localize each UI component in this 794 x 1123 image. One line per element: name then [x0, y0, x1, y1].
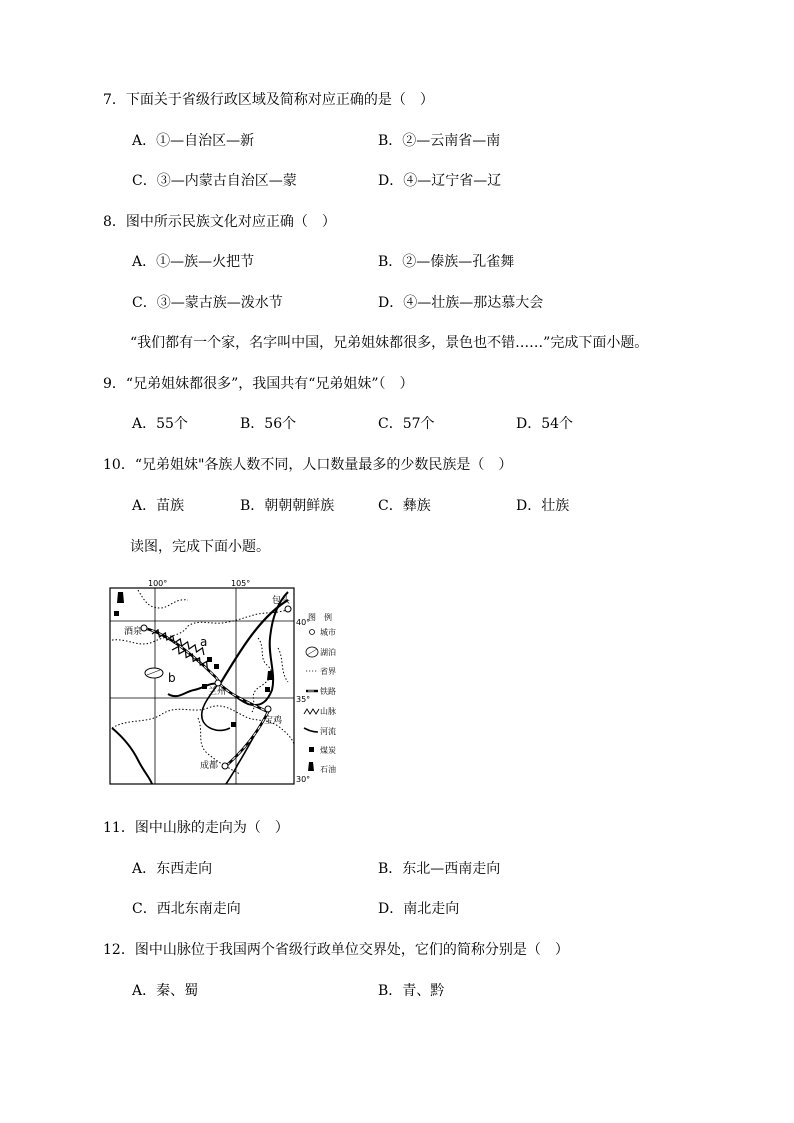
- legend-title: 图 例: [308, 613, 332, 622]
- question-8-option-a[interactable]: A．①—族—火把节: [132, 254, 255, 270]
- city-label-lanzhou: 兰州: [208, 687, 227, 697]
- city-icon: [215, 680, 221, 686]
- coal-icon: [214, 664, 219, 669]
- question-12-stem: 12．图中山脉位于我国两个省级行政单位交界处，它们的简称分别是（ ）: [103, 942, 569, 958]
- region-label-b: b: [168, 671, 176, 685]
- legend-label-lake: 湖泊: [320, 648, 336, 657]
- legend-label-mountain: 山脉: [320, 707, 336, 716]
- question-7-option-d[interactable]: D．④—辽宁省—辽: [378, 173, 502, 189]
- question-12-option-a[interactable]: A．秦、蜀: [132, 983, 199, 999]
- coal-icon: [265, 687, 270, 692]
- city-label-chengdu: 成都: [200, 761, 219, 771]
- question-9-stem: 9．“兄弟姐妹都很多”，我国共有“兄弟姐妹”（ ）: [103, 376, 414, 392]
- question-11-option-d[interactable]: D．南北走向: [378, 901, 460, 917]
- latitude-label-35: 35°: [296, 695, 311, 704]
- river: [112, 728, 152, 784]
- city-label-baotou: 包头: [272, 596, 291, 606]
- legend-label-oil: 石油: [320, 765, 336, 774]
- latitude-label-40: 40°: [296, 618, 311, 627]
- question-7-option-a[interactable]: A．①—自治区—新: [132, 133, 255, 149]
- longitude-label-105: 105°: [231, 579, 251, 588]
- question-11-option-c[interactable]: C．西北东南走向: [132, 901, 241, 917]
- question-11-option-a[interactable]: A．东西走向: [132, 861, 213, 877]
- latitude-label-30: 30°: [296, 775, 311, 784]
- legend-city-icon: [310, 630, 315, 635]
- lake-icon: [145, 668, 163, 678]
- question-8-option-b[interactable]: B．②—傣族—孔雀舞: [378, 254, 515, 270]
- question-8-option-c[interactable]: C．③—蒙古族—泼水节: [132, 295, 283, 311]
- question-11-stem: 11．图中山脉的走向为（ ）: [103, 820, 289, 836]
- question-10-option-d[interactable]: D．壮族: [516, 498, 570, 514]
- question-9-option-d[interactable]: D．54个: [516, 416, 574, 432]
- coal-icon: [202, 684, 207, 689]
- city-icon: [222, 763, 228, 769]
- legend-label-city: 城市: [320, 628, 336, 637]
- map-instruction: 读图，完成下面小题。: [130, 539, 270, 555]
- question-9-option-c[interactable]: C．57个: [378, 416, 435, 432]
- legend-coal-icon: [309, 747, 314, 752]
- oil-icon: [267, 671, 273, 680]
- question-10-stem: 10．“兄弟姐妹"各族人数不同，人口数量最多的少数民族是（ ）: [103, 457, 513, 473]
- province-border: [278, 648, 288, 682]
- legend-label-railway: 铁路: [320, 687, 336, 696]
- city-icon: [285, 606, 291, 612]
- coal-icon: [114, 611, 119, 616]
- question-10-option-b[interactable]: B．朝朝朝鲜族: [240, 498, 335, 514]
- region-label-a: a: [200, 635, 208, 649]
- city-icon: [265, 706, 271, 712]
- legend-river-icon: [304, 728, 318, 732]
- question-7-stem: 7．下面关于省级行政区域及简称对应正确的是（ ）: [103, 92, 434, 108]
- legend-label-border: 省界: [320, 667, 336, 676]
- legend-label-river: 河流: [320, 727, 336, 736]
- city-label-jiuquan: 酒泉: [124, 627, 143, 637]
- question-10-option-a[interactable]: A．苗族: [132, 498, 185, 514]
- longitude-label-100: 100°: [148, 579, 168, 588]
- city-label-baoji: 宝鸡: [264, 716, 283, 726]
- passage-intro: “我们都有一个家，名字叫中国，兄弟姐妹都很多，景色也不错……”完成下面小题。: [130, 335, 649, 351]
- question-8-option-d[interactable]: D．④—壮族—那达慕大会: [378, 295, 544, 311]
- question-9-option-a[interactable]: A．55个: [132, 416, 188, 432]
- railway: [220, 600, 288, 684]
- coal-icon: [231, 722, 236, 727]
- legend-oil-icon: [308, 762, 314, 771]
- oil-icon: [117, 592, 124, 603]
- question-12-option-b[interactable]: B．青、黔: [378, 983, 445, 999]
- map-figure: [108, 578, 358, 788]
- legend-mountain-icon: [304, 709, 319, 714]
- question-11-option-b[interactable]: B．东北—西南走向: [378, 861, 501, 877]
- question-8-stem: 8．图中所示民族文化对应正确（ ）: [103, 214, 336, 230]
- question-9-option-b[interactable]: B．56个: [240, 416, 297, 432]
- province-border: [138, 590, 188, 608]
- coal-icon: [207, 657, 212, 662]
- question-7-option-b[interactable]: B．②—云南省—南: [378, 133, 501, 149]
- question-10-option-c[interactable]: C．彝族: [378, 498, 431, 514]
- legend-label-coal: 煤炭: [320, 746, 336, 755]
- question-7-option-c[interactable]: C．③—内蒙古自治区—蒙: [132, 173, 297, 189]
